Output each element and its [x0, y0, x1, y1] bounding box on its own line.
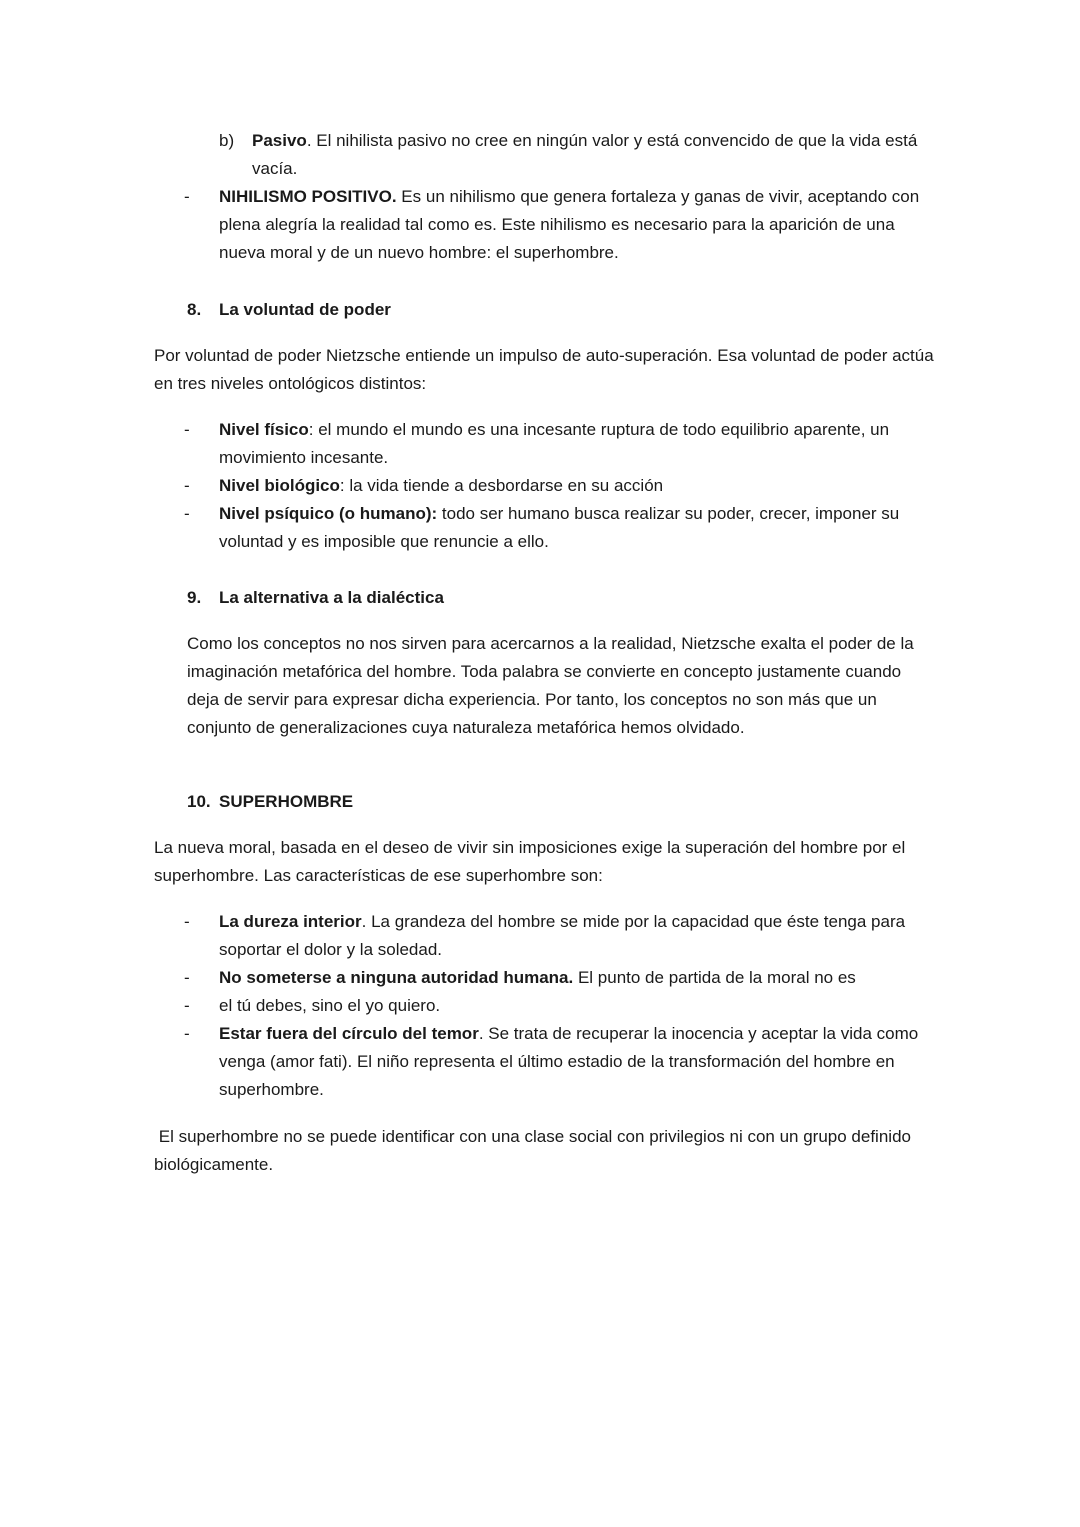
bullet-dash: - [184, 187, 190, 206]
item-text: El punto de partida de la moral no es [573, 968, 856, 987]
section-8-title: La voluntad de poder [219, 300, 391, 319]
positive-title: NIHILISMO POSITIVO. [219, 187, 397, 206]
section-10-closing: El superhombre no se puede identificar con una clase social con privilegios ni con un grupo definido biológicamente. [154, 1127, 916, 1174]
bullet-dash: - [184, 968, 190, 987]
section-8-number: 8. [187, 300, 202, 319]
item-title: Nivel biológico [219, 476, 340, 495]
passive-text: . El nihilista pasivo no cree en ningún valor y está convencido de que la vida está vacía. [252, 131, 918, 178]
passive-title: Pasivo [252, 131, 307, 150]
passive-marker: b) [219, 131, 235, 150]
section-10-title: SUPERHOMBRE [219, 792, 354, 811]
bullet-dash: - [184, 420, 190, 439]
item-text: : el mundo el mundo es una incesante ruptura de todo equilibrio aparente, un movimiento incesante. [219, 420, 890, 467]
passive-text-block [252, 127, 932, 183]
item-text: el tú debes, sino el yo quiero. [219, 996, 441, 1015]
item-text: todo ser humano busca realizar su poder, crecer, imponer su voluntad y es imposible que renuncie a ello. [219, 504, 900, 551]
positive-text-block [219, 183, 929, 267]
section-10-intro: La nueva moral, basada en el deseo de vivir sin imposiciones exige la superación del hombre por el superhombre. Las características de ese superhombre son: [154, 838, 906, 885]
item-text: : la vida tiende a desbordarse en su acción [339, 476, 664, 495]
bullet-dash: - [184, 476, 190, 495]
item-title: Nivel psíquico (o humano): [219, 504, 438, 523]
section-9-number: 9. [187, 588, 202, 607]
bullet-dash: - [184, 1024, 190, 1043]
item-title: La dureza interior [219, 912, 362, 931]
bullet-dash: - [184, 504, 190, 523]
section-9-body: Como los conceptos no nos sirven para acercarnos a la realidad, Nietzsche exalta el poder de la imaginación metafórica del hombre. Toda palabra se convierte en concepto justamente cuando deja de servir para expresar dicha experiencia. Por tanto, los conceptos no son más que un conjunto de generalizaciones cuya naturaleza metafórica hemos olvidado. [187, 634, 914, 737]
item-title: No someterse a ninguna autoridad humana. [219, 968, 574, 987]
item-title: Nivel físico [219, 420, 309, 439]
item-title: Estar fuera del círculo del temor [219, 1024, 479, 1043]
positive-text: Es un nihilismo que genera fortaleza y ganas de vivir, aceptando con plena alegría la realidad tal como es. Este nihilismo es necesario para la aparición de una nueva moral y de un nuevo hombre: el superhombre. [219, 187, 920, 262]
bullet-dash: - [184, 912, 190, 931]
item-text: . La grandeza del hombre se mide por la capacidad que éste tenga para soportar el dolor y la soledad. [219, 912, 906, 959]
section-8-intro: Por voluntad de poder Nietzsche entiende un impulso de auto-superación. Esa voluntad de poder actúa en tres niveles ontológicos distintos: [154, 346, 934, 393]
bullet-dash: - [184, 996, 190, 1015]
item-text: . Se trata de recuperar la inocencia y aceptar la vida como venga (amor fati). El niño representa el último estadio de la transformación del hombre en superhombre. [219, 1024, 919, 1099]
section-9-title: La alternativa a la dialéctica [219, 588, 444, 607]
section-10-number: 10. [187, 792, 211, 811]
